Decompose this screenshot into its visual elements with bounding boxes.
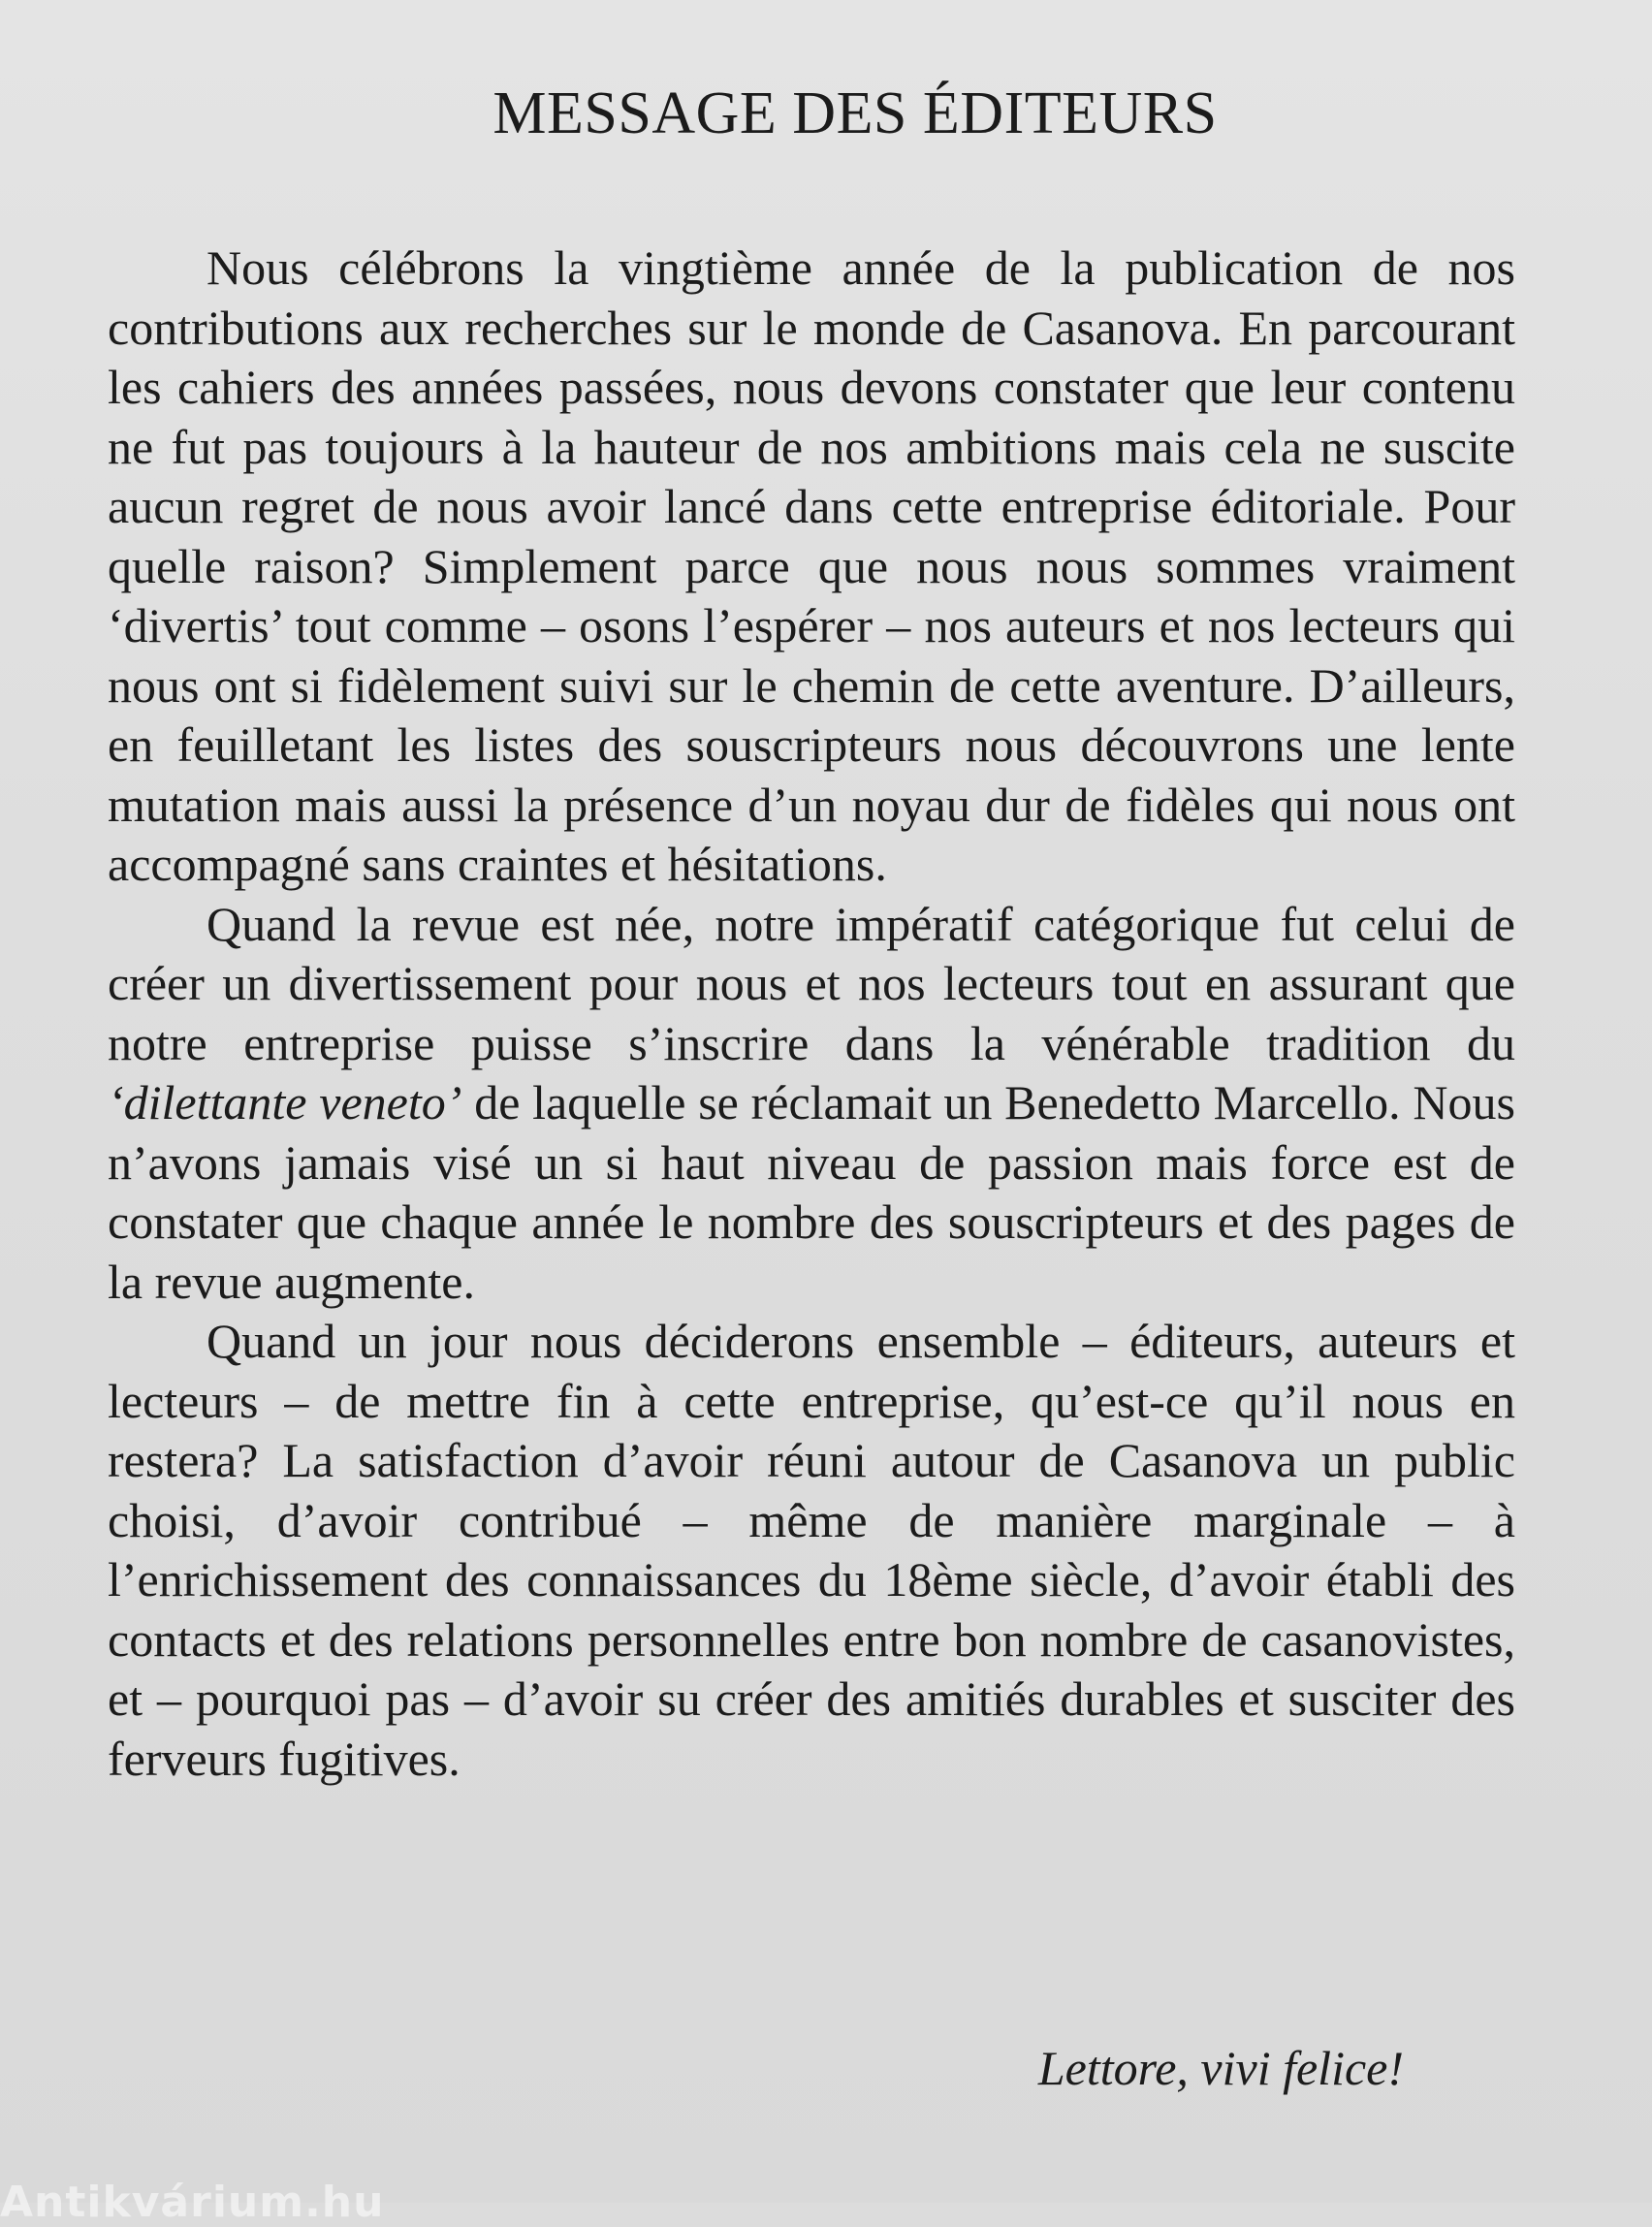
closing-salutation: Lettore, vivi felice! bbox=[1037, 2041, 1404, 2095]
italic-quote: ‘dilettante veneto’ bbox=[108, 1075, 462, 1129]
paragraph-2 bbox=[108, 895, 1515, 1313]
paragraph-text: de laquelle se réclamait un Benedetto Marcello. Nous n’avons jamais visé un si haut niveau de passion mais force est de constater que chaque année le nombre des souscripteurs et des pages de la revue augmente. bbox=[108, 1075, 1515, 1309]
paragraph-text: Quand la revue est née, notre impératif catégorique fut celui de créer un divertissement pour nous et nos lecteurs tout en assurant que notre entreprise puisse s’inscrire dans la vénérable tradition du bbox=[108, 896, 1515, 1070]
page-title: MESSAGE DES ÉDITEURS bbox=[492, 80, 1218, 146]
body-text bbox=[108, 239, 1515, 1789]
paragraph-text: Quand un jour nous déciderons ensemble – éditeurs, auteurs et lecteurs – de mettre fin à cette entreprise, qu’est-ce qu’il nous en restera? La satisfaction d’avoir réuni autour de Casanova un public choisi, d’avoir contribué – même de manière marginale – à l’enrichissement des connaissances du 18ème siècle, d’avoir établi des contacts et des relations personnelles entre bon nombre de casanovistes, et – pourquoi pas – d’avoir su créer des amitiés durables et susciter des ferveurs fugitives. bbox=[108, 1314, 1515, 1786]
paragraph-1 bbox=[108, 239, 1515, 895]
paragraph-3 bbox=[108, 1312, 1515, 1789]
watermark: Antikvárium.hu bbox=[0, 2178, 385, 2227]
paragraph-text: Nous célébrons la vingtième année de la publication de nos contributions aux recherches sur le monde de Casanova. En parcourant les cahiers des années passées, nous devons constater que leur contenu ne fut pas toujours à la hauteur de nos ambitions mais cela ne suscite aucun regret de nous avoir lancé dans cette entreprise éditoriale. Pour quelle raison? Simplement parce que nous nous sommes vraiment ‘divertis’ tout comme – osons l’espérer – nos auteurs et nos lecteurs qui nous ont si fidèlement suivi sur le chemin de cette aventure. D’ailleurs, en feuilletant les listes des souscripteurs nous découvrons une lente mutation mais aussi la présence d’un noyau dur de fidèles qui nous ont accompagné sans craintes et hésitations. bbox=[108, 240, 1515, 891]
